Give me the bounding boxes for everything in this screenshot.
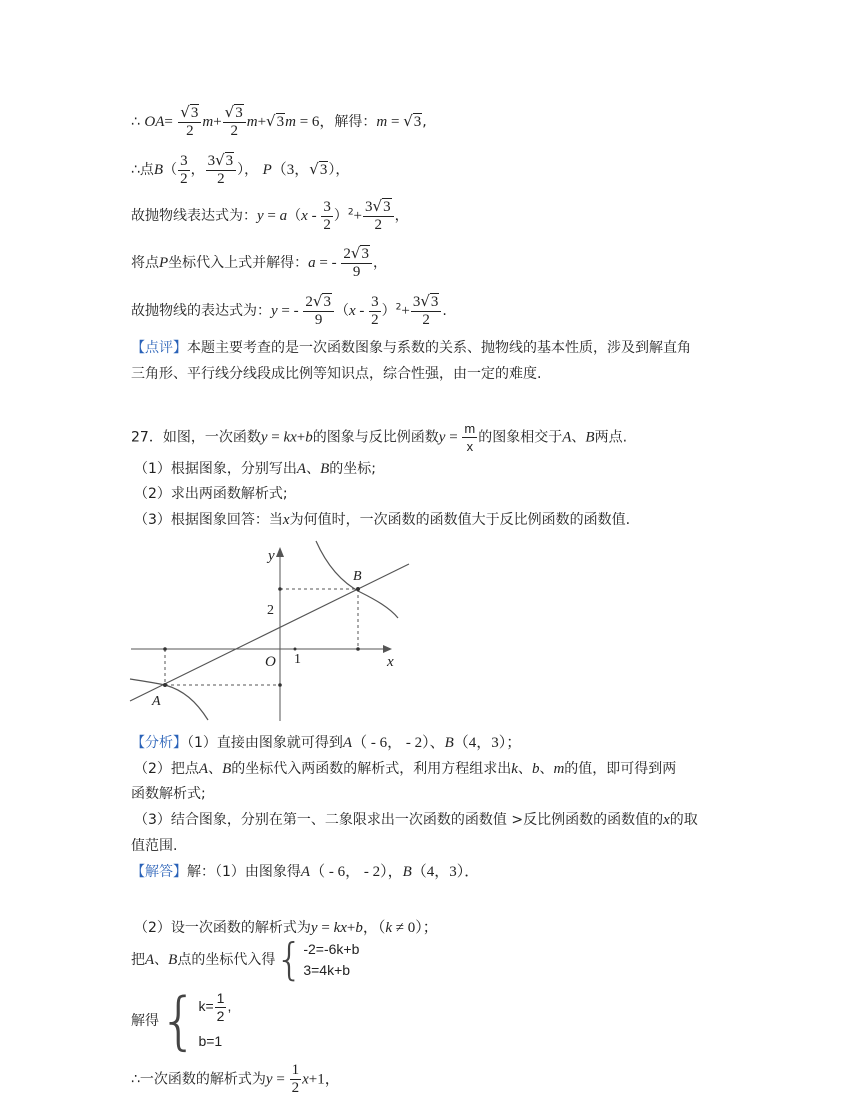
- y-axis-label: y: [268, 548, 275, 564]
- solution-system: k= $\frac{1}{2}$ , b=1: [198, 990, 232, 1049]
- point-a-dot: [163, 683, 167, 687]
- fraction: $\frac{√3}{2}$: [178, 104, 201, 140]
- subquestion-3: （3）根据图象回答：当x为何值时，一次函数的函数值大于反比例函数的函数值.: [134, 512, 631, 528]
- analysis-line-5: 值范围.: [131, 838, 178, 854]
- question-27: 27．如图，一次函数y = kx+b的图象与反比例函数y = $\frac{m}{x}$ 的图象相交于A、B两点.: [131, 421, 628, 454]
- analysis-line-1: 【分析】（1）直接由图象就可得到A（ - 6， - 2）、B（4，3）；: [131, 735, 522, 751]
- fraction: $\frac{3√3}{2}$: [411, 293, 442, 329]
- solution-system-line: 解得{ k= $\frac{1}{2}$ , b=1: [131, 984, 232, 1057]
- subquestion-2: （2）求出两函数解析式;: [134, 486, 288, 502]
- fraction: $\frac{1}{2}$: [291, 1062, 300, 1096]
- x-axis-arrow: [383, 645, 392, 653]
- x-axis-label: x: [387, 654, 394, 670]
- analysis-line-4: （3）结合图象，分别在第一、二象限求出一次函数的函数值 >反比例函数的函数值的x的取: [134, 812, 698, 828]
- comment-tag: 【点评】: [131, 340, 187, 356]
- comment-line-2: 三角形、平行线分线段成比例等知识点，综合性强，由一定的难度.: [131, 366, 542, 382]
- y-tick-a-dot: [278, 683, 282, 687]
- point-b-dot: [356, 587, 360, 591]
- fraction: $\frac{1}{2}$: [216, 990, 225, 1024]
- solution-line-1: 【解答】解：（1）由图象得A（ - 6， - 2），B（4，3）．: [131, 864, 480, 880]
- x-tick-b-dot: [356, 647, 360, 651]
- system-equations-line: 把A、B点的坐标代入得{ -2=-6k+b 3=4k+b: [131, 934, 360, 985]
- point-b-label: B: [353, 569, 362, 584]
- line-oa-equation: ∴ OA= $\frac{√3}{2}$ m+ $\frac{√3}{2}$ m+√3m = 6，解得：m = √3,: [131, 103, 427, 139]
- line-point-b: ∴点B（ $\frac{3}{2}$ ， $\frac{3√3}{2}$ ）， P（3，√3），: [131, 151, 350, 187]
- line-parabola-form: 故抛物线表达式为：y = a（x - $\frac{3}{2}$ ）$^2$+ $\frac{3√3}{2}$ ，: [131, 197, 409, 233]
- equation-system: -2=-6k+b 3=4k+b: [303, 941, 360, 978]
- fraction: $\frac{3}{2}$: [323, 198, 331, 233]
- fraction: $\frac{3√3}{2}$: [206, 152, 237, 188]
- fraction: $\frac{2√3}{9}$: [303, 293, 334, 329]
- line-parabola-final: 故抛物线的表达式为：y = - $\frac{2√3}{9}$ （x - $\frac{3}{2}$ ）$^2$+ $\frac{3√3}{2}$ .: [131, 292, 447, 328]
- fraction: $\frac{3√3}{2}$: [363, 198, 394, 234]
- line-solve-a: 将点P坐标代入上式并解得：a = - $\frac{2√3}{9}$ ，: [131, 244, 387, 280]
- x-tick-a-dot: [163, 647, 167, 651]
- fraction: $\frac{2√3}{9}$: [341, 245, 372, 281]
- solution-line-2: （2）设一次函数的解析式为y = kx+b，（k ≠ 0）；: [134, 920, 438, 936]
- analysis-tag: 【分析】: [131, 735, 187, 751]
- linear-function-line: [130, 564, 409, 701]
- fraction: $\frac{3}{2}$: [180, 152, 188, 187]
- x-tick-1-label: 1: [294, 652, 301, 667]
- origin-label: O: [265, 654, 276, 670]
- x-tick-1-dot: [294, 648, 297, 651]
- comment-line-1: 【点评】本题主要考查的是一次函数图象与系数的关系、抛物线的基本性质，涉及到解直角: [131, 340, 691, 356]
- y-tick-2-label: 2: [267, 603, 274, 618]
- brace: {: [275, 934, 304, 985]
- fraction: $\frac{m}{x}$: [464, 421, 476, 454]
- fraction: $\frac{3}{2}$: [371, 293, 379, 328]
- y-tick-2-dot: [278, 587, 282, 591]
- analysis-line-2: （2）把点A、B的坐标代入两函数的解析式，利用方程组求出k、b、m的值，即可得到两: [134, 761, 677, 777]
- y-axis-arrow: [276, 547, 284, 557]
- point-a-label: A: [152, 694, 161, 709]
- subquestion-1: （1）根据图象，分别写出A、B的坐标;: [134, 461, 376, 477]
- solution-tag: 【解答】: [131, 864, 187, 880]
- brace: {: [159, 984, 199, 1057]
- fraction: $\frac{√3}{2}$: [223, 104, 246, 140]
- function-graph: [128, 538, 428, 723]
- analysis-line-3: 函数解析式;: [131, 786, 206, 802]
- linear-result-line: ∴一次函数的解析式为y = $\frac{1}{2}$ x+1，: [131, 1062, 340, 1096]
